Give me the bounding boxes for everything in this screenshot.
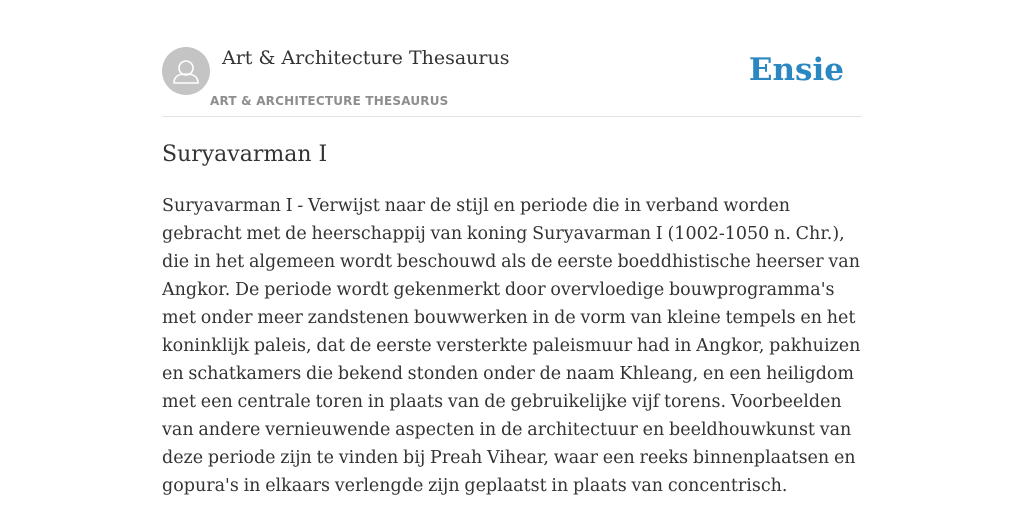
avatar[interactable] xyxy=(162,47,210,95)
page-title: Suryavarman I xyxy=(162,142,328,167)
user-silhouette-icon xyxy=(162,47,210,95)
source-title[interactable]: Art & Architecture Thesaurus xyxy=(222,47,510,69)
source-subtitle: ART & ARCHITECTURE THESAURUS xyxy=(210,94,449,108)
brand-logo[interactable]: Ensie xyxy=(748,52,844,88)
source-header xyxy=(162,0,862,117)
entry-definition: Suryavarman I - Verwijst naar de stijl en periode die in verband worden gebracht met de heerschappij van koning Suryavarman I (1002-1050 n. Chr.), die in het algemeen wordt beschouwd als de eerste boeddhistische heerser van Angkor. De periode wordt gekenmerkt door overvloedige bouwprogramma's met onder meer zandstenen bouwwerken in de vorm van kleine tempels en het koninklijk paleis, dat de eerste versterkte paleismuur had in Angkor, pakhuizen en schatkamers die bekend stonden onder de naam Khleang, en een heiligdom met een centrale toren in plaats van de gebruikelijke vijf torens. Voorbeelden van andere vernieuwende aspecten in de architectuur en beeldhouwkunst van deze periode zijn te vinden bij Preah Vihear, waar een reeks binnenplaatsen en gopura's in elkaars verlengde zijn geplaatst in plaats van concentrisch. xyxy=(162,196,861,496)
